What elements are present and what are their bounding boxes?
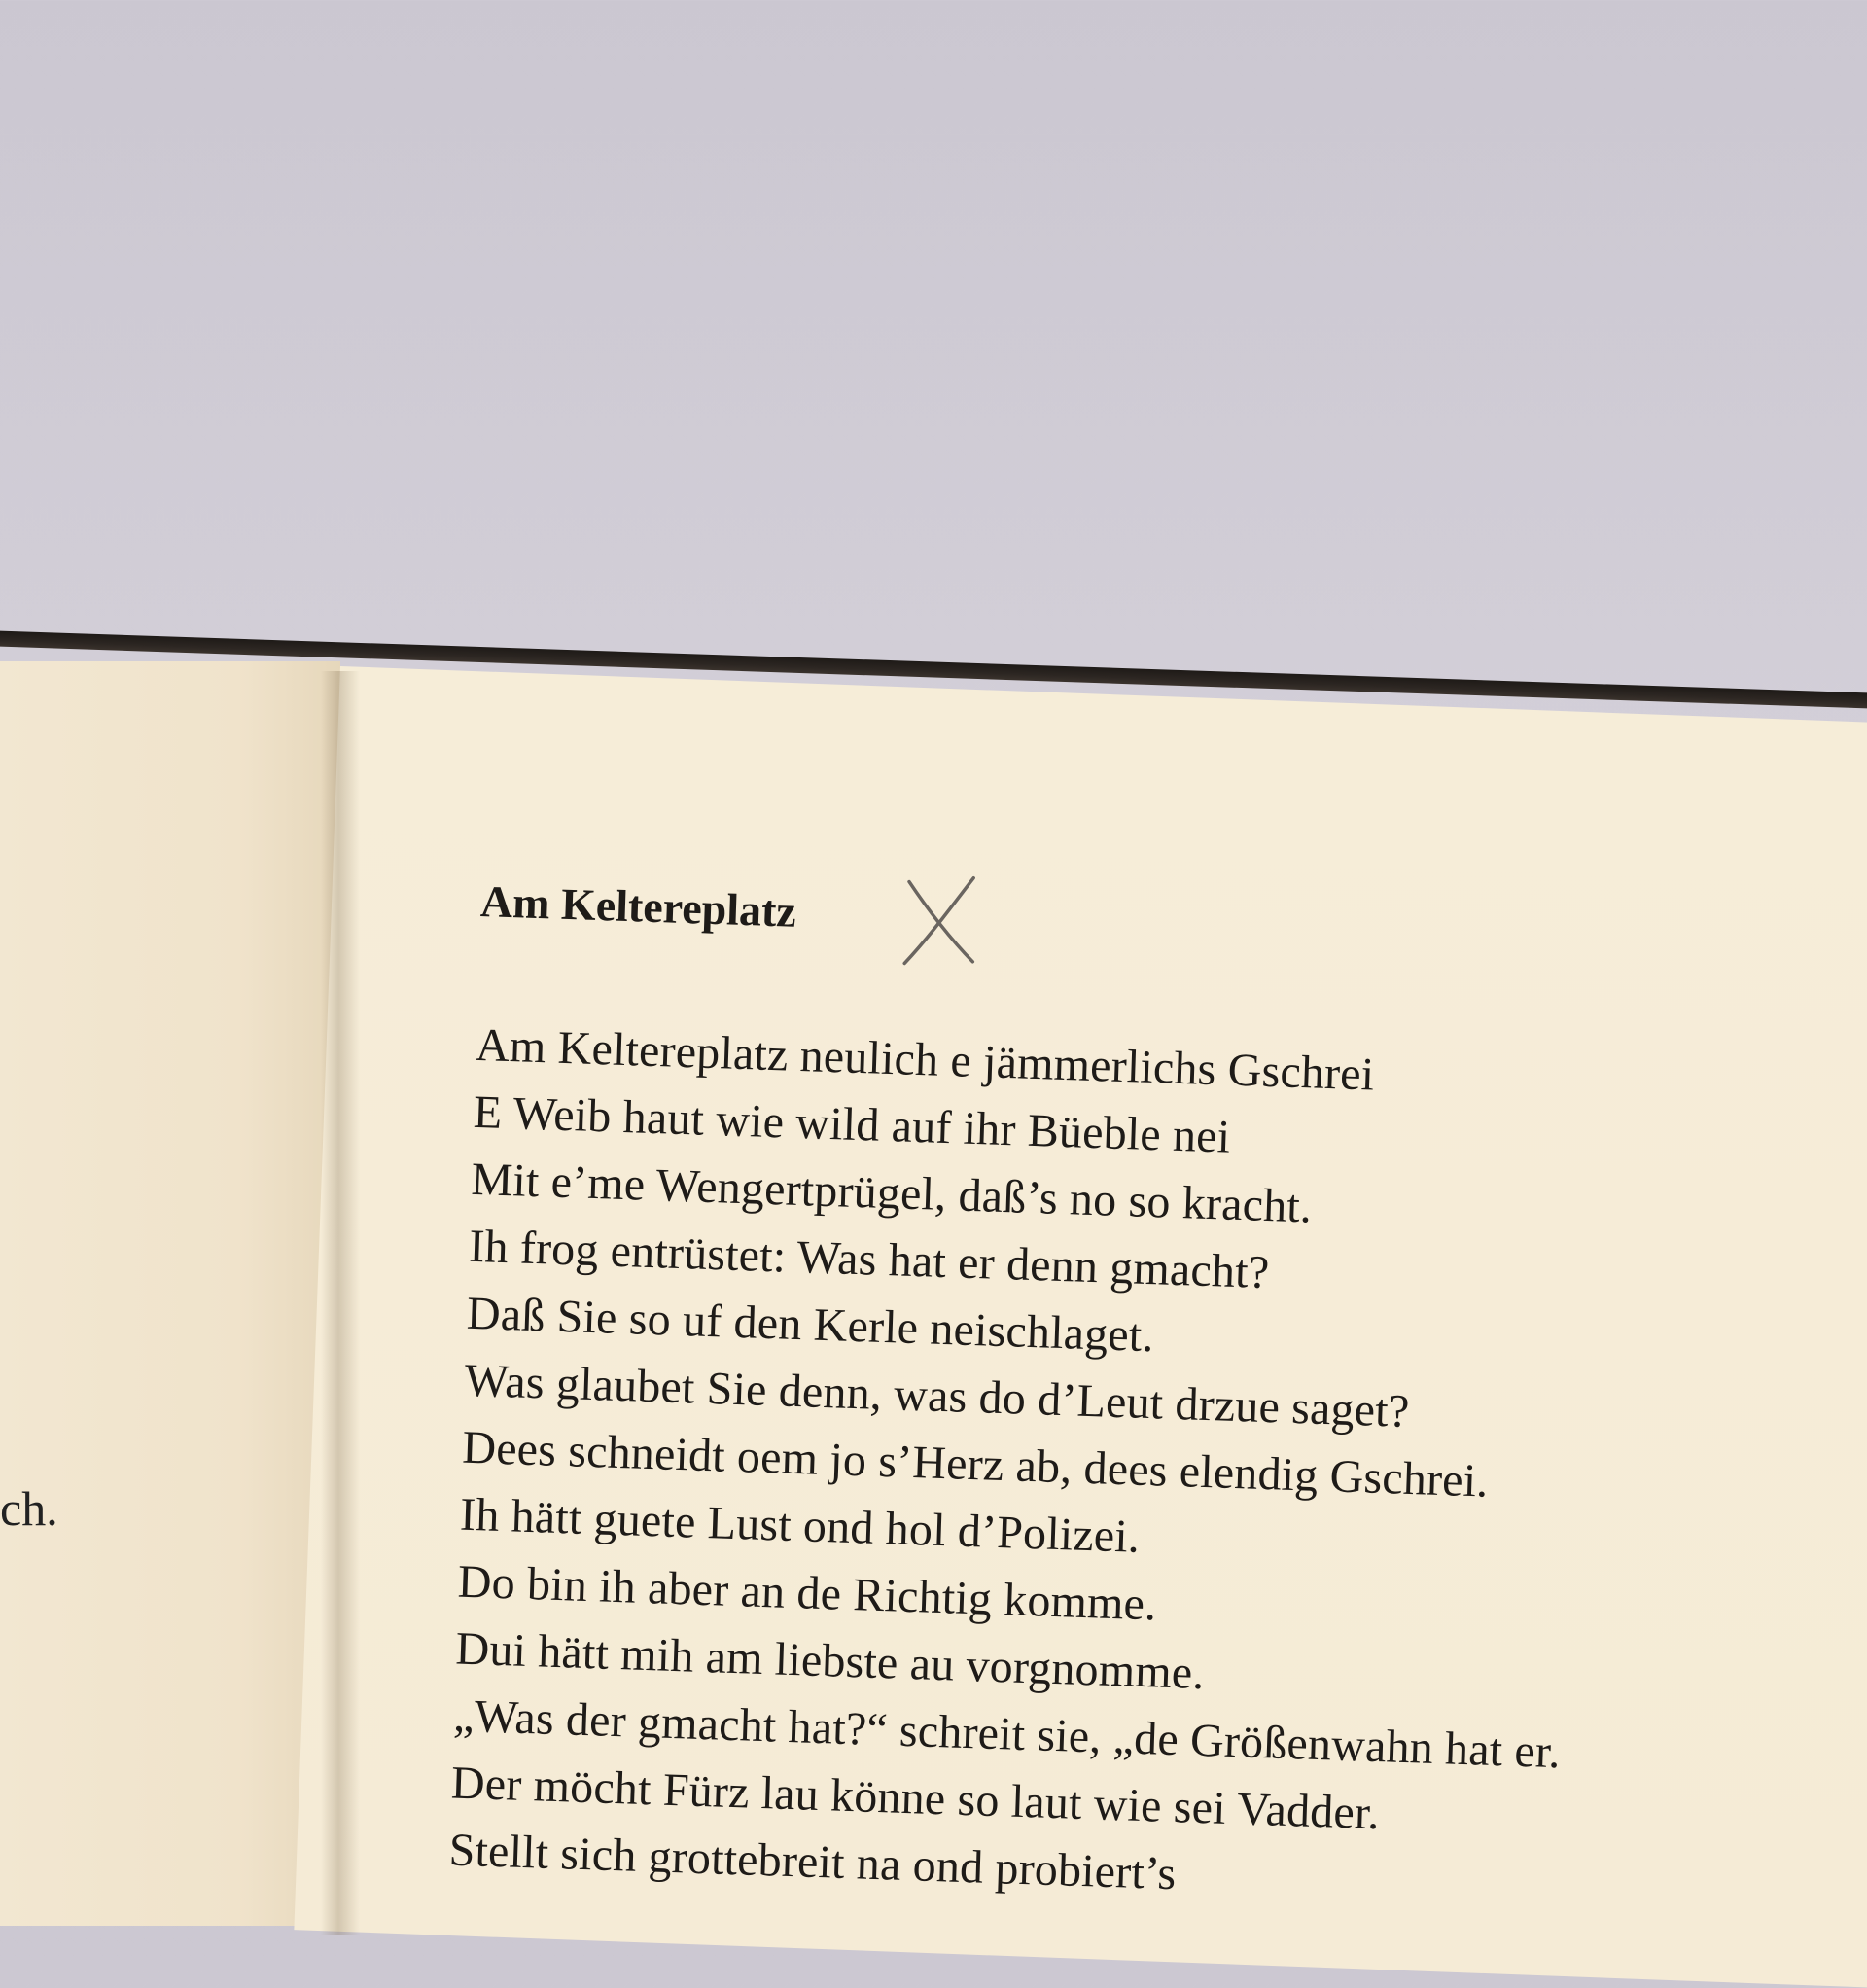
poem-line: Der möcht Fürz lau könne so laut wie sei Vadder.	[450, 1757, 1381, 1840]
poem-line: Mit e’me Wengertprügel, daß’s no so kracht.	[470, 1153, 1314, 1233]
poem-lines	[448, 1012, 1584, 1920]
poem-line: Ih hätt guete Lust ond hol d’Polizei.	[459, 1488, 1141, 1563]
left-page	[0, 661, 340, 1926]
poem-title: Am Keltereplatz	[479, 875, 797, 937]
poem-line: Dui hätt mih am liebste au vorgnomme.	[454, 1622, 1206, 1700]
poem-line: Ih frog entrüstet: Was hat er denn gmacht?	[468, 1220, 1271, 1299]
background-surface	[0, 0, 1867, 681]
left-page-text-fragment: ch.	[0, 1481, 58, 1536]
poem-line: Was glaubet Sie denn, was do d’Leut drzue saget?	[463, 1354, 1411, 1438]
poem-line: Daß Sie so uf den Kerle neischlaget.	[466, 1287, 1155, 1363]
poem-line: Am Keltereplatz neulich e jämmerlichs Gschrei	[475, 1018, 1376, 1101]
poem-line: „Was der gmacht hat?“ schreit sie, „de Größenwahn hat er.	[452, 1689, 1562, 1779]
poem-line: Dees schneidt oem jo s’Herz ab, dees elendig Gschrei.	[461, 1421, 1490, 1508]
book-gutter	[321, 671, 360, 1935]
pencil-cross-icon	[897, 870, 987, 970]
poem-line: E Weib haut wie wild auf ihr Büeble nei	[473, 1085, 1232, 1163]
poem-line: Do bin ih aber an de Richtig komme.	[457, 1555, 1158, 1631]
poem-line: Stellt sich grottebreit na ond probiert’s	[447, 1824, 1178, 1900]
